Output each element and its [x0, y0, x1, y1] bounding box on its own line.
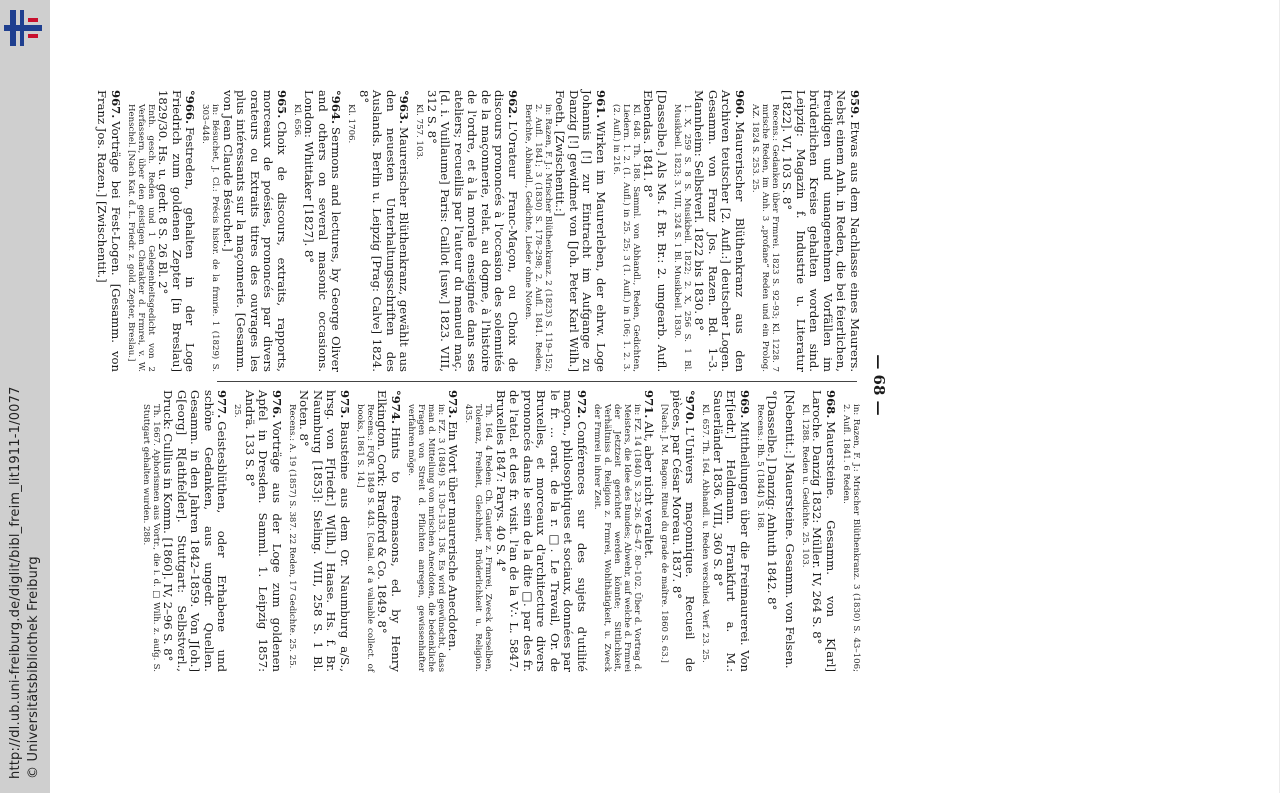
bibliography-entry — [355, 390, 402, 672]
entry-number: 965. — [275, 90, 289, 119]
entry-number: 976. — [270, 390, 284, 419]
entry-note: Kl. 657. Th. 164. Abhandl. u. Reden verschied. Verf. 23. 25. — [700, 404, 711, 663]
entry-number: 962. — [506, 90, 520, 119]
bibliography-entry — [201, 90, 289, 372]
bibliography-entry — [287, 390, 351, 672]
entry-note: Th. 1667. Aphorismen aus Vortr., die i. d. □ Wilh. z. aufg. S. Stuttgart gehalten wurden. 288. — [141, 404, 161, 672]
entry-note: Kl. 1706. — [346, 104, 357, 144]
entry-number: °970. — [683, 390, 698, 425]
entry-note: in: Bésuchet, J. Cl.: Précis histor. de la frmrie. 1 (1829) S. 303–448. — [200, 104, 221, 372]
entry-text: Choix de discours, extraits, rapports, morceaux de poésies, prononcés par divers orateurs ou Extraits titres des ouvrages les plus intéressants sur la maçonnerie. [Gesamm. von Jean Claude Bésuchet.] — [221, 90, 289, 372]
bibliography-entry — [406, 390, 460, 672]
entry-text: Bausteine aus dem Or. Naumburg a/S., hrsg. von F[riedr.] W[ilh.] Haase. Hs. f. Br. Naumburg [1853]: Sieling. VIII, 258 S. 1 Bl. Noten. 8° — [297, 390, 352, 672]
entry-number: °974. — [389, 390, 403, 425]
entry-text: Mauersteine. Gesamm. von K[arl] Laroche. Danzig 1832: Müller. IV, 264 S. 8° — [810, 390, 838, 672]
bibliography-entry — [660, 390, 697, 672]
entry-note: Recens.: Gedanken über Frmrei. 1823 S. 92–93; Kl. 1228. 7 mrische Reden, im Anh. 3 „profane“ Reden und ein Prolog. AZ. 1824 S. 253. 25. — [750, 104, 780, 372]
entry-text: L'Univers maçonnique. Recueil de pièces, par César Moreau. 1837. 8° — [670, 390, 698, 672]
bibliography-entry — [611, 90, 668, 372]
entry-number: 972. — [575, 390, 589, 419]
entry-text: Festreden, gehalten in der Loge Friedrich zum goldenen Zepter [in Breslau] 1829/30. Hs. u. gedr. 8 S. 26 Bl. 2° — [156, 90, 198, 372]
bibliography-entry — [347, 90, 411, 372]
right-edge — [1279, 0, 1288, 793]
entry-note: Recens.: FQR. 1849 S. 443. [Catal. of a valuable collect. of books, 1861 S. 14.] — [355, 404, 375, 672]
entry-note: Enth. gesch. Reden und 1 Gelegenheitsgedicht von 2 Verfassern, über den geistigen Charakter d. Frmrei, v. W. Henschel. [Nach Kat. d. L. Friedr. z. gold. Zepter, Breslau.] — [126, 104, 156, 372]
entry-text: Maurerischer Blüthenkranz aus den Archiven teutscher [2. Aufl.:] deutscher Logen. Gesamm. von Franz Jos. Razen. Bd. 1–3. Mannheim: Selbstverl. 1822 bis 1830. 8° — [692, 90, 747, 372]
bibliography-entry — [672, 90, 746, 372]
bibliography-entry — [141, 390, 229, 672]
entry-note: Recens.: A. 19 (1857) S. 387. 22 Reden, 17 Gedichte. 25. 25. — [287, 404, 297, 669]
copyright-notice: © Universitätsbibliothek Freiburg — [26, 556, 41, 779]
entry-note: 25. — [232, 404, 243, 418]
viewer-sidebar — [0, 0, 50, 793]
bibliography-entry — [750, 90, 861, 372]
entry-number: 961. — [594, 90, 608, 119]
bibliography-entry — [464, 390, 589, 672]
entry-note: Kl. 1288. Reden u. Gedichte. 25. 103. — [800, 404, 810, 568]
bibliography-entry — [95, 90, 122, 372]
entry-text: Maurerischer Blüthenkranz, gewählt aus den neuesten Unterhaltungsschriften des Auslands. Berlin u. Leipzig [Prag: Calve] 1824. 8° — [357, 90, 412, 372]
entry-number: °963. — [397, 90, 412, 125]
entry-number: 960. — [733, 90, 747, 119]
entry-text: Vorträge aus der Loge zum goldenen Apfel in Dresden. Samml. 1. Leipzig 1857: Andrä. 133 S. 8° — [243, 390, 284, 672]
entry-text: Sermons and lectures, by George Oliver and others on several masonic occasions. London: Whittaker [1827]. 8° — [302, 90, 344, 372]
entry-number: °966. — [183, 90, 198, 125]
right-column — [141, 390, 861, 672]
entry-text: °[Dasselbe.] Danzig: Anhuth 1842. 8° — [765, 390, 780, 611]
entry-number: 975. — [338, 390, 352, 419]
bibliography-entry — [292, 90, 343, 372]
page-number: — 68 — — [870, 354, 888, 416]
bibliography-entry — [415, 90, 520, 372]
entry-text: Wirken im Maurerleben, der ehrw. Loge Johannis [!] zur Eintracht im Aufgange zu Danzig [!] gewidmet von [Joh. Peter Karl Wilh.] Foeth. [Zwischentit.:] — [553, 90, 608, 372]
entry-note: 1. X, 259 S. 8 S. Musikbeil. 1822; 2. X, 256 S. 1 Bl. Musikbeil. 1823; 3. VIII, 324 S. 1 Bl. Musikbeil. 1830. — [672, 104, 692, 372]
entry-note: in: Razen, F. J.: Mrischer Blüthenkranz. 2 (1823) S. 119–152; 2. Aufl. 1841; 3 (1830) S. 178–298; 2. Aufl. 1841. Reden, Berichte, Abhandl., Gedichte, Lieder ohne Noten. — [523, 104, 553, 372]
entry-number: 968. — [824, 390, 838, 419]
entry-number: 969. — [738, 390, 752, 419]
entry-number: 959. — [848, 90, 862, 119]
entry-number: °964. — [329, 90, 344, 125]
scanned-page — [95, 90, 897, 680]
bibliography-entry — [755, 390, 779, 672]
entry-text: Geistesblüthen, oder Erhabene und schöne Gedanken, aus ungedr. Quellen. Gesamm. in den Jahren 1842–1859. Von J[oh.] G[eorg] R[athfelder]. Stuttgart: Selbstverl., Druck: Cullius in Komm. [1860]. IV, 2–96 S. 8° — [161, 390, 230, 672]
entry-text: Vorträge bei Fest-Logen. [Gesamm. von Franz Jos. Razen.] [Zwischentit.] — [95, 90, 123, 372]
entry-number: 967. — [109, 90, 123, 119]
bibliography-entry — [233, 390, 284, 672]
sidebar-info — [0, 0, 50, 793]
entry-text: L'Orateur Franc-Maçon, ou Choix de discours prononcés à l'occasion des solennités de la maçonnerie, relat. au dogme, à l'histoire de l'ordre, et à la morale enseignée dans ses ateliers; recueillis par l'auteur du manuel maç. [d. i. Vuillaume] Paris: Caillot [usw.] 1823. VIII, 312 S. 8° — [425, 90, 520, 372]
entry-note: in: FZ. 3 (1849) S. 130–133. 136. Es wird gewünscht, dass man d. Mitteilung von mrischen Anecdoten, die bedenkliche Fragen von Streit d. Pflichten anregen, gewissenhafter verfahren möge. — [406, 404, 446, 672]
bibliography-entry — [701, 390, 752, 672]
entry-note: Kl. 757. 103. — [414, 104, 425, 160]
entry-number: 971. — [642, 390, 657, 419]
entry-text: Etwas aus dem Nachlasse eines Maurers. Nebst einem Anh. in Reden, die bei feierlichen, freudigen und unangenehmen Vorfällen im brüderlichen Kreise gehalten worden sind. Leipzig: Magazin f. Industrie u. Literatur [1822]. VI, 103 S. 8° — [780, 90, 862, 372]
left-column — [95, 90, 862, 372]
page-content — [95, 90, 897, 680]
entry-number: 977. — [215, 390, 230, 419]
entry-note: in: Razen, F. J.: Mrischer Blüthenkranz. 3 (1830) S. 43–106; 2. Aufl. 1841. 6 Reden. — [841, 404, 861, 672]
entry-note: Kl. 648. Th. 188. Samml. von Abhandl., Reden, Gedichten, Liedern. 1. 2. (1. Aufl.) in 25. 25; 3 (1. Aufl.) in 106; 1. 2. 3. (2. Aufl.) in 216. — [611, 104, 641, 372]
entry-text: Mittheilungen über die Freimaurerei. Von Er[iedr.] Heldmann. Frankfurt a. M.: Sauerländer 1836. VIII, 360 S. 8° — [711, 390, 752, 672]
entry-text: [Nebentit.:] Mauersteine. Gesamm. von Felsen. — [783, 390, 797, 669]
bibliography-entry — [800, 390, 837, 672]
entry-note: [Nach: J. M. Ragon: Rituel du grade de maître. 1860 S. 63.] — [659, 404, 670, 663]
entry-number: 973. — [446, 390, 461, 419]
entry-note: Kl. 656. — [292, 104, 302, 138]
column-divider — [217, 381, 857, 382]
entry-note: Recens.: Bh. 5 (1844) S. 168. — [755, 404, 765, 531]
entry-text: Conférences sur des sujets d'utilité maçon., philosophiques et sociaux, données par le fr. ... orat. de la r. □. Le Travail, Or. de Bruxelles, et morceaux d'architecture divers prononcés dans le sein de la dite □. par des fr. de l'atel. et des fr. visit. l'an de la V∴ L. 5847. Bruxelles 1847: Parys. 40 S. 4° — [494, 390, 589, 672]
bibliography-entry — [523, 90, 607, 372]
entry-text: Ein Wort über maurerische Anecdoten. — [446, 421, 461, 652]
bibliography-entry — [126, 90, 197, 372]
entry-text: Hints to freemasons, ed. by Henry Elkington. Cork: Bradford & Co. 1849. 8° — [375, 390, 403, 672]
bibliography-entry — [783, 390, 797, 672]
entry-note: in: FZ. 14 (1840) S. 23–26. 45–47. 80–102. Über d. Vortrag d. Meisters, die Idee des Bundes; Abwehr, auf welche d. Frmrei der Jetztzeit gerichtet werden könnte; Sittlichkeit, Verhältniss d. Religion z. Frmrei, Wohlthätigkeit, u. Zweck der Frmrei in ihrer Zeit. — [592, 404, 642, 672]
bibliography-entry — [841, 390, 861, 672]
bibliography-entry — [592, 390, 656, 672]
document-url[interactable]: http://dl.ub.uni-freiburg.de/diglit/bibl_freim_lit1911-1/0077 — [8, 386, 23, 779]
entry-text: Alt, aber nicht veraltet. — [642, 421, 657, 559]
entry-text: [Dasselbe.] Als Ms. f. Br. Br.: 2. umgearb. Aufl. Ebendas. 1841. 8° — [641, 90, 669, 372]
entry-note: Th. 164. 4 Reden: Ch. Gautier z. Frmrei, Zweck derselben, Toleranz, Freiheit, Gleichheit, Brüderlichkeit u. Religion. 435. — [463, 404, 494, 672]
